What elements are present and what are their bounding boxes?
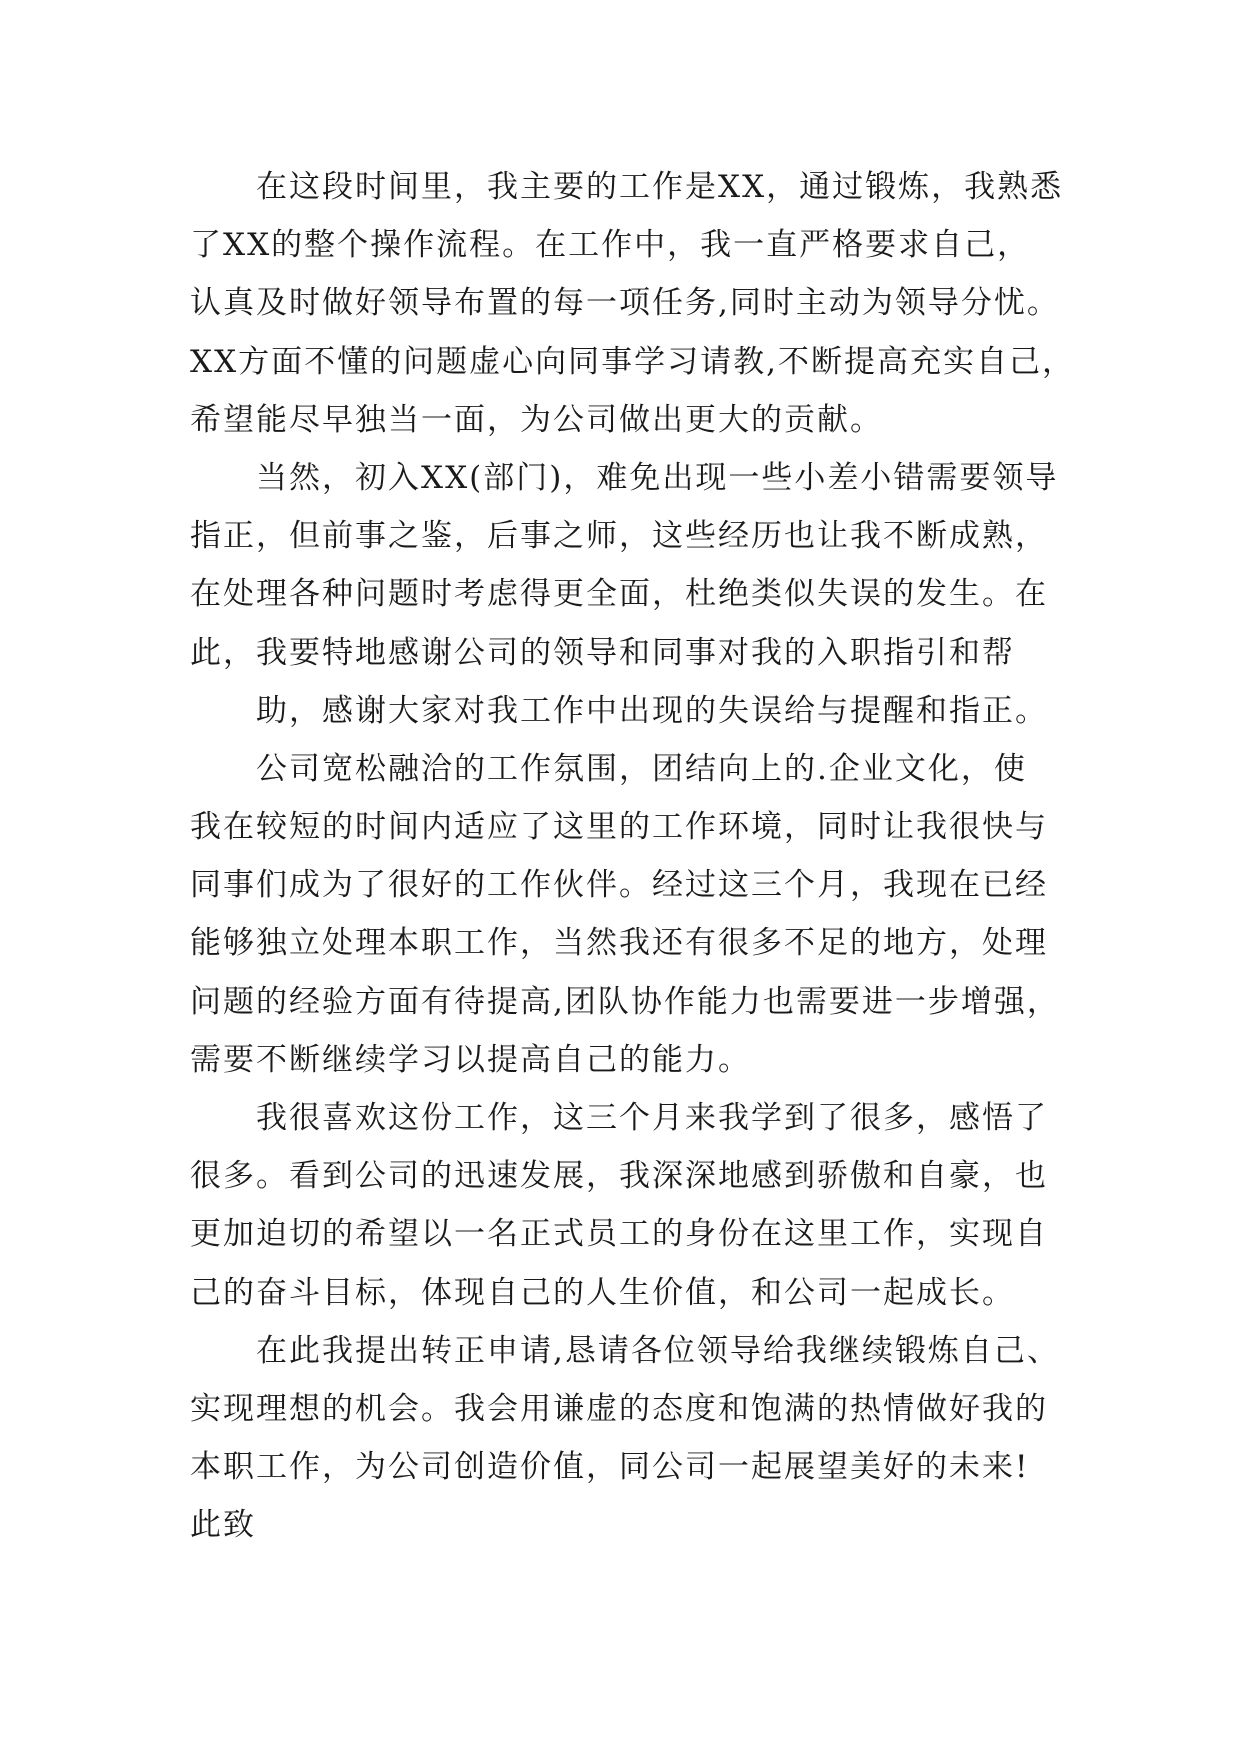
text-line: 此致 (190, 1507, 256, 1544)
text-line: 在此我提出转正申请,恳请各位领导给我继续锻炼自己、 (256, 1332, 1060, 1369)
text-line: 能够独立处理本职工作，当然我还有很多不足的地方，处理 (190, 925, 1048, 962)
text-line: 指正，但前事之鉴，后事之师，这些经历也让我不断成熟， (190, 518, 1048, 555)
text-line: 我在较短的时间内适应了这里的工作环境，同时让我很快与 (190, 809, 1048, 846)
text-line: 同事们成为了很好的工作伙伴。经过这三个月，我现在已经 (190, 867, 1048, 904)
text-line: 我很喜欢这份工作，这三个月来我学到了很多，感悟了 (256, 1100, 1048, 1136)
text-line: XX方面不懂的问题虚心向同事学习请教,不断提高充实自己， (190, 343, 1075, 380)
text-line: 认真及时做好领导布置的每一项任务,同时主动为领导分忧。 (190, 285, 1060, 322)
body-text (190, 158, 1075, 1555)
text-line: 在这段时间里，我主要的工作是XX，通过锻炼，我熟悉 (256, 169, 1064, 205)
text-line: 此，我要特地感谢公司的领导和同事对我的入职指引和帮 (190, 634, 1015, 671)
text-line: 助，感谢大家对我工作中出现的失误给与提醒和指正。 (256, 692, 1048, 729)
text-line: 更加迫切的希望以一名正式员工的身份在这里工作，实现自 (190, 1216, 1048, 1253)
text-line: 问题的经验方面有待提高,团队协作能力也需要进一步增强， (190, 983, 1060, 1020)
text-line: 本职工作，为公司创造价值，同公司一起展望美好的未来! (190, 1449, 1030, 1486)
text-line: 很多。看到公司的迅速发展，我深深地感到骄傲和自豪，也 (190, 1158, 1048, 1195)
text-line: 在处理各种问题时考虑得更全面，杜绝类似失误的发生。在 (190, 576, 1048, 613)
text-line: 己的奋斗目标，体现自己的人生价值，和公司一起成长。 (190, 1274, 1015, 1311)
text-line: 了XX的整个操作流程。在工作中，我一直严格要求自己， (190, 227, 1031, 264)
text-line: 希望能尽早独当一面，为公司做出更大的贡献。 (190, 401, 883, 438)
text-line: 实现理想的机会。我会用谦虚的态度和饱满的热情做好我的 (190, 1390, 1048, 1427)
text-line: 需要不断继续学习以提高自己的能力。 (190, 1041, 751, 1078)
text-line: 公司宽松融洽的工作氛围，团结向上的.企业文化，使 (256, 750, 1027, 787)
text-line: 当然，初入XX(部门)，难免出现一些小差小错需要领导 (256, 459, 1059, 496)
